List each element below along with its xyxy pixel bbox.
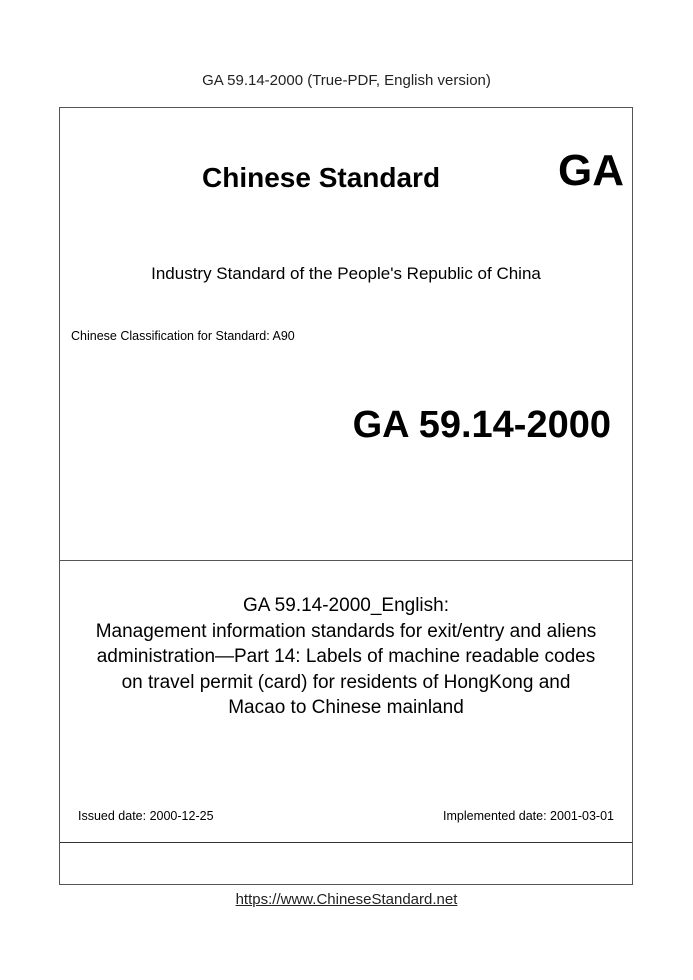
industry-standard-line: Industry Standard of the People's Republic of China	[151, 264, 541, 283]
document-title-line: Macao to Chinese mainland	[228, 697, 464, 718]
bottom-divider	[60, 842, 632, 843]
classification-label: Chinese Classification for Standard: A90	[71, 329, 295, 343]
document-title	[60, 593, 632, 721]
section-divider	[60, 560, 632, 561]
standard-code-mark: GA	[558, 146, 624, 195]
document-title-line: Management information standards for exit/entry and aliens	[95, 620, 597, 642]
website-link[interactable]: https://www.ChineseStandard.net	[235, 891, 458, 908]
footer	[0, 891, 693, 908]
document-title-line: GA 59.14-2000_English:	[243, 595, 449, 616]
implemented-date: Implemented date: 2001-03-01	[443, 809, 614, 823]
document-title-line: on travel permit (card) for residents of HongKong and	[121, 671, 571, 693]
document-title-line: administration—Part 14: Labels of machine readable codes	[96, 646, 596, 667]
cover-title: Chinese Standard	[202, 162, 441, 193]
cover-frame	[59, 107, 633, 885]
standard-number: GA 59.14-2000	[352, 404, 611, 446]
issued-date: Issued date: 2000-12-25	[78, 809, 214, 823]
page-header: GA 59.14-2000 (True-PDF, English version)	[202, 72, 491, 89]
